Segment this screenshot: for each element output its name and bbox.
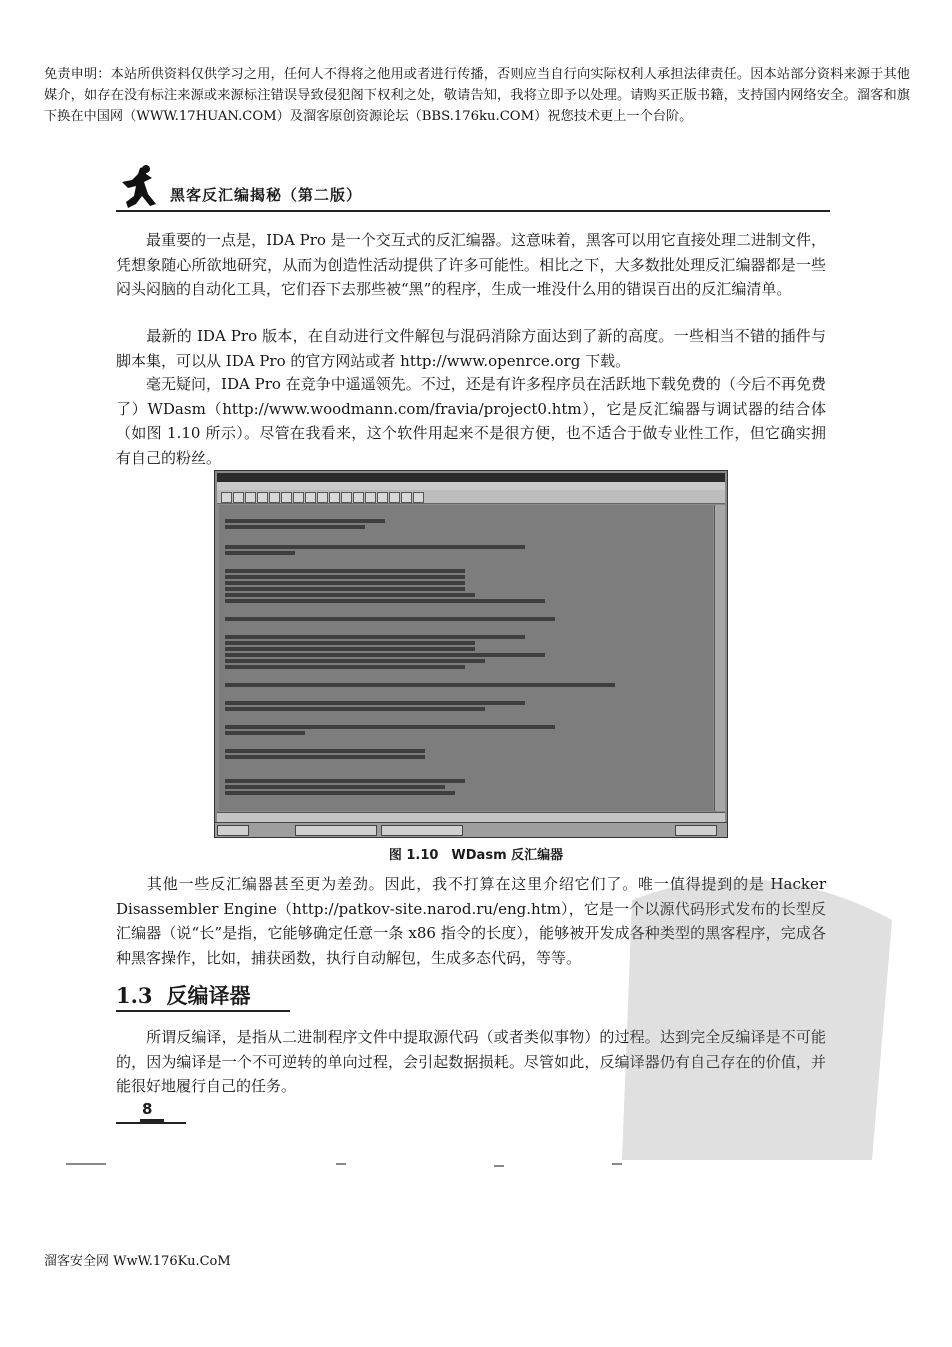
toolbar-button [245,492,256,503]
listing-line [225,707,485,711]
disassembly-listing [219,505,713,811]
desktop-taskbar [215,822,727,837]
system-tray [675,825,717,836]
window-titlebar [217,473,725,482]
toolbar-button [257,492,268,503]
listing-line [225,725,555,729]
toolbar-button [377,492,388,503]
toolbar-button [281,492,292,503]
vertical-scrollbar [714,505,725,811]
listing-line [225,519,385,523]
toolbar-button [317,492,328,503]
paragraph-decompilation: 所谓反编译，是指从二进制程序文件中提取源代码（或者类似事物）的过程。达到完全反编译是不可能的，因为编译是一个不可逆转的单向过程，会引起数据损耗。尽管如此，反编译器仍有自己存在的价值，并能很好地履行自己的任务。 [116,1028,826,1095]
paragraph-ida-interactive: 最重要的一点是，IDA Pro 是一个交互式的反汇编器。这意味着，黑客可以用它直接处理二进制文件，凭想象随心所欲地研究，从而为创造性活动提供了许多可能性。相比之下，大多数批处理反汇编器都是一些闷头闷脑的自动化工具，它们吞下去那些被“黑”的程序，生成一堆没什么用的错误百出的反汇编清单。 [116,231,826,298]
toolbar-button [233,492,244,503]
listing-line [225,581,465,585]
footer-site-name: 溜客安全网 WwW.176Ku.CoM [44,1254,231,1269]
paragraph-wdasm: 毫无疑问，IDA Pro 在竞争中遥遥领先。不过，还是有许多程序员在活跃地下载免费的（今后不再免费了）WDasm（http://www.woodmann.com/fravia/project0.htm），它是反汇编器与调试器的结合体（如图 1.10 所示）。尽管在我看来，这个软件用起来不是很方便，也不适合于做专业性工作，但它确实拥有自己的粉丝。 [116,375,826,467]
listing-line [225,593,475,597]
toolbar-button [221,492,232,503]
toolbar-button [365,492,376,503]
watermark-stamp [612,860,912,1160]
listing-line [225,587,465,591]
figure-caption: 图 1.10 WDasm 反汇编器 [388,848,564,863]
listing-line [225,569,465,573]
disclaimer-text: 免责申明：本站所供资料仅供学习之用，任何人不得将之他用或者进行传播，否则应当自行向实际权利人承担法律责任。因本站部分资料来源于其他媒介，如存在没有标注来源或来源标注错误导致侵犯阁下权利之处，敬请告知，我将立即予以处理。请购买正版书籍，支持国内网络安全。溜客和旗下换在中国网（WWW.17HUAN.COM）及溜客原创资源论坛（BBS.176ku.COM）祝您技术更上一个台阶。 [44,67,910,124]
paragraph-ida-plugins: 最新的 IDA Pro 版本，在自动进行文件解包与混码消除方面达到了新的高度。一些相当不错的插件与脚本集，可以从 IDA Pro 的官方网站或者 http://www.openrce.org 下载。 [116,327,826,370]
toolbar-button [329,492,340,503]
book-title: 黑客反汇编揭秘（第二版） [170,186,363,204]
window-toolbar [217,490,725,504]
paragraph-hacker-disassembler-engine: 其他一些反汇编器甚至更为差劲。因此，我不打算在这里介绍它们了。唯一值得提到的是 Hacker Disassembler Engine（http://patkov-site.narod.ru/eng.htm），它是一个以源代码形式发布的长型反汇编器（说“长”是指，它能够确定任意一条 x86 指令的长度），能够被开发成各种类型的黑客程序，完成各种黑客操作，比如，捕获函数，执行自动解包，生成多态代码，等等。 [116,875,826,967]
listing-line [225,653,545,657]
taskbar-item [295,825,377,836]
listing-line [225,575,465,579]
listing-line [225,785,445,789]
page-header [116,164,830,212]
start-button [217,825,249,836]
listing-line [225,665,465,669]
toolbar-button [341,492,352,503]
running-figure-logo [118,164,162,212]
listing-line [225,599,545,603]
listing-line [225,545,525,549]
toolbar-button [269,492,280,503]
listing-line [225,749,425,753]
page-number-accent [140,1119,164,1122]
listing-line [225,635,525,639]
page-number: 8 [142,1100,153,1118]
toolbar-button [353,492,364,503]
header-rule [116,210,830,212]
listing-line [225,755,425,759]
listing-line [225,683,615,687]
listing-line [225,647,475,651]
page-number-rule [116,1122,186,1124]
toolbar-button [305,492,316,503]
listing-line [225,791,455,795]
toolbar-button [389,492,400,503]
toolbar-button [401,492,412,503]
scan-mark [612,1163,622,1165]
taskbar-item [381,825,463,836]
wdasm-screenshot-figure [214,470,728,838]
listing-line [225,641,475,645]
section-rule [116,1010,290,1012]
listing-line [225,731,305,735]
listing-line [225,701,525,705]
window-menubar [217,482,725,490]
toolbar-button [293,492,304,503]
section-number: 1.3 [116,983,153,1008]
listing-line [225,779,465,783]
section-title: 反编译器 [166,984,251,1008]
section-heading [116,980,286,1010]
listing-line [225,525,365,529]
scan-mark [336,1163,346,1165]
listing-line [225,617,555,621]
listing-line [225,659,485,663]
listing-line [225,551,295,555]
toolbar-button [413,492,424,503]
scan-mark [494,1165,504,1167]
scan-mark [66,1163,106,1165]
